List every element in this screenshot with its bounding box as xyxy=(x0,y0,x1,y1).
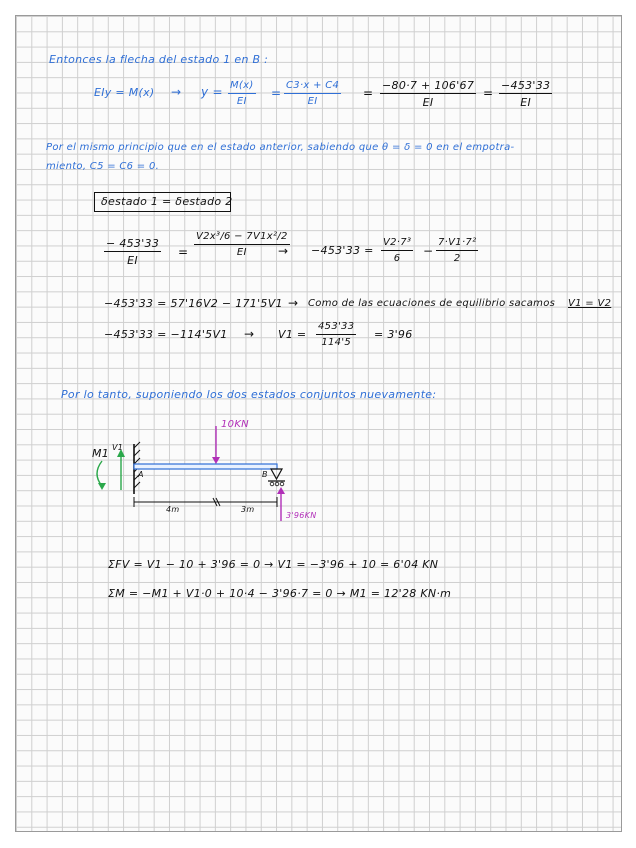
arrow-icon: → xyxy=(244,327,255,341)
reaction-arrowhead-icon xyxy=(277,487,285,494)
fraction-denominator: EI xyxy=(307,96,318,107)
fraction-denominator: 114'5 xyxy=(321,337,352,348)
roller-icon xyxy=(280,482,284,486)
fraction-numerator: − 453'33 xyxy=(106,237,160,250)
roller-icon xyxy=(275,482,279,486)
vi-symbol: V1 = xyxy=(278,328,307,341)
fraction-numerator: V2·7³ xyxy=(381,238,413,251)
arrow-icon: → xyxy=(171,85,182,99)
beam xyxy=(134,464,277,469)
arrow-icon: → xyxy=(278,244,289,258)
reaction-label: 3'96KN xyxy=(286,511,317,520)
principle-text-a: Por el mismo principio que en el estado anterior, sabiendo que θ = δ = 0 en el empotra- xyxy=(46,142,515,153)
point-a-label: A xyxy=(138,470,144,479)
beam-diagram xyxy=(16,16,621,831)
roller-icon xyxy=(270,482,274,486)
eqB-equation: −453'33 = 57'16V2 − 171'5V1 xyxy=(104,297,283,310)
dimension-left-label: 4m xyxy=(166,505,180,514)
fraction-numerator: M(x) xyxy=(228,81,256,94)
moment-label: M1 xyxy=(92,447,110,460)
pin-support-icon xyxy=(271,469,282,479)
load-label: 10KN xyxy=(221,419,249,430)
eiy-expression: EIy = M(x) xyxy=(94,86,155,99)
shear-label: V1 xyxy=(112,443,124,452)
fraction-numerator: −80·7 + 106'67 xyxy=(382,79,475,92)
sum-forces-equation: ΣFV = V1 − 10 + 3'96 = 0 → V1 = −3'96 + 10 = 6'04 KN xyxy=(108,558,439,571)
arrow-icon: → xyxy=(288,296,299,310)
eqC-equation: −453'33 = −114'5V1 xyxy=(104,328,228,341)
moment-arrowhead-icon xyxy=(98,483,106,490)
equals-sign: = xyxy=(271,86,282,100)
fraction-numerator: 453'33 xyxy=(316,322,356,335)
notebook-page xyxy=(15,15,622,832)
eqC-result: = 3'96 xyxy=(374,328,413,341)
fraction-denominator: EI xyxy=(236,96,247,107)
sum-moments-equation: ΣM = −M1 + V1·0 + 10·4 − 3'96·7 = 0 → M1 = 12'28 KN·m xyxy=(108,587,452,600)
dimension-right-label: 3m xyxy=(241,505,255,514)
principle-text-b: miento, C5 = C6 = 0. xyxy=(46,161,160,172)
fraction-numerator: −453'33 xyxy=(501,79,551,92)
conclusion-text: Por lo tanto, suponiendo los dos estados conjuntos nuevamente: xyxy=(61,388,437,401)
fraction-denominator: EI xyxy=(236,247,247,258)
boxed-equation-text: δestado 1 = δestado 2 xyxy=(101,195,233,208)
eqB-relation: V1 = V2 xyxy=(568,298,612,309)
fraction-numerator: C3·x + C4 xyxy=(284,81,341,94)
y-symbol: y = xyxy=(201,85,223,99)
equals-sign: = xyxy=(178,245,189,259)
load-arrowhead-icon xyxy=(212,457,220,464)
fraction-denominator: 6 xyxy=(393,253,401,264)
fraction-numerator: V2x³/6 − 7V1x²/2 xyxy=(194,232,290,245)
moment-arrow-icon xyxy=(97,461,102,486)
equals-sign: = xyxy=(363,86,374,100)
fraction-denominator: EI xyxy=(127,254,138,267)
fraction-denominator: 2 xyxy=(453,253,461,264)
equals-sign: = xyxy=(483,86,494,100)
fraction-denominator: EI xyxy=(520,96,532,109)
minus-sign: − xyxy=(423,244,434,258)
intro-text: Entonces la flecha del estado 1 en B : xyxy=(49,53,269,66)
fraction-numerator: 7·V1·7² xyxy=(436,238,478,251)
eqA-middle: −453'33 = xyxy=(311,244,374,257)
fraction-denominator: EI xyxy=(422,96,434,109)
point-b-label: B xyxy=(262,470,268,479)
eqB-comment: Como de las ecuaciones de equilibrio sacamos xyxy=(308,298,556,309)
